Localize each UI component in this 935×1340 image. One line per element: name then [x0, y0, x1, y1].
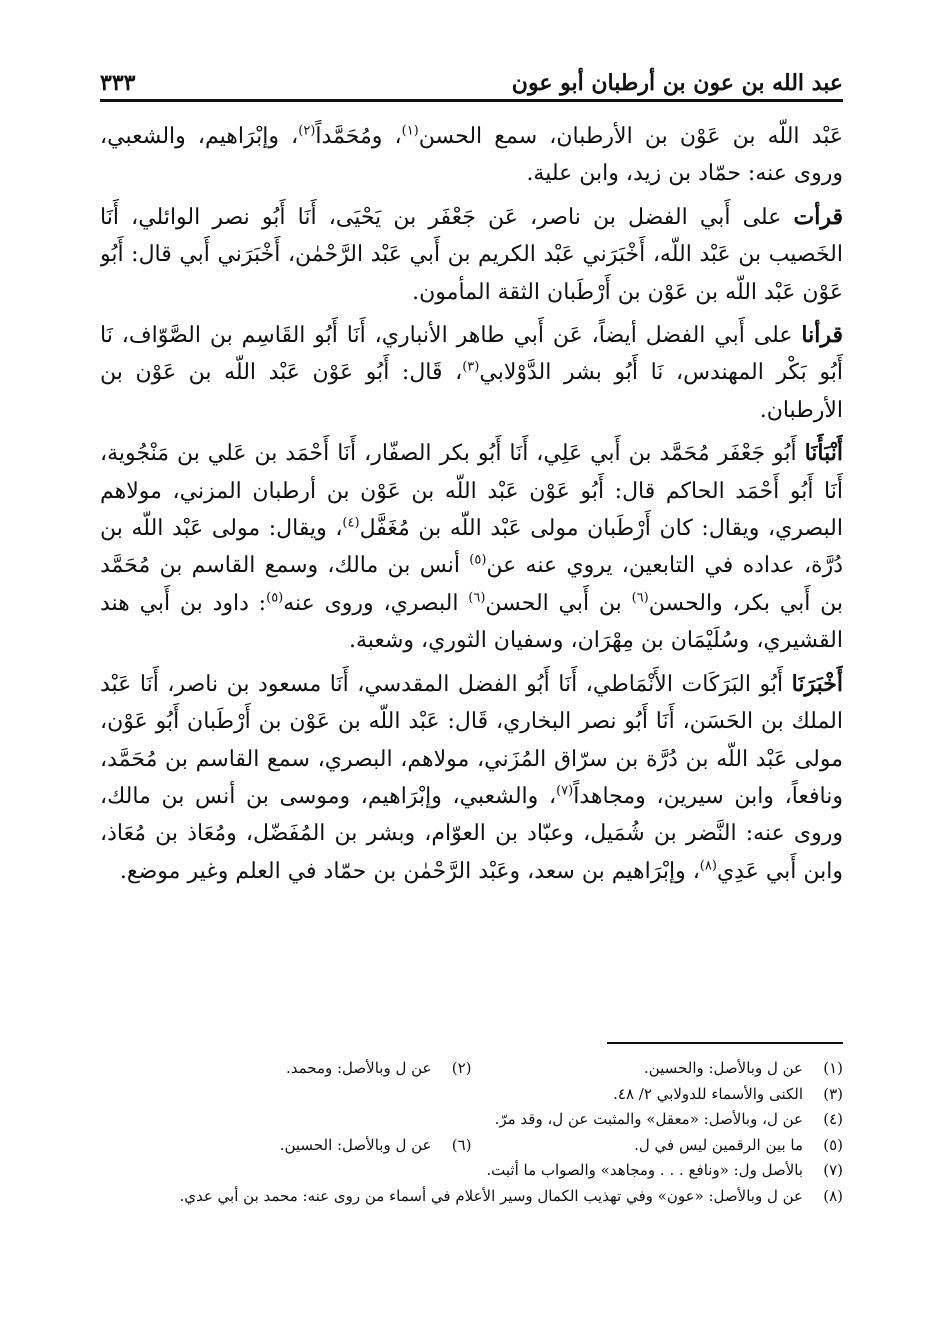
footnote-marker: (٣) [462, 360, 480, 376]
footnote [100, 1133, 472, 1159]
footnote-row [100, 1056, 843, 1082]
footnote-text: عن ل، وبالأصل: «معقل» والمثبت عن ل، وقد مرّ. [494, 1110, 803, 1129]
text-segment: عَبْد اللّه بن عَوْن بن الأرطبان، سمع الحسن [418, 124, 843, 149]
footnote-text: عن ل وبالأصل: الحسين. [279, 1135, 432, 1154]
header-rule [100, 99, 843, 102]
footnote-marker: (١) [401, 123, 419, 139]
footnote-row [100, 1184, 843, 1210]
footnote-marker: (٦) [631, 590, 649, 606]
footnote-marker: (٥) [469, 553, 487, 569]
footnote-number: (٦) [451, 1135, 472, 1154]
paragraph-lead: قرأت [793, 203, 843, 230]
text-segment: على أَبي الفضل بن ناصر، عَن جَعْفَر بن يَحْيَى، أَنَا أَبُو نصر الوائلي، أَنَا الخَصيب بن عَبْد اللّه، أَخْبَرَني عَبْد الكريم بن أَبي عَبْد الرَّحْمٰن، أَخْبَرَني أَبي قال: أَبُو عَوْن عَبْد اللّه بن عَوْن بن أَرْطَبان الثقة المأمون. [100, 204, 843, 305]
footnote-number: (١) [823, 1059, 843, 1077]
footnote-number: (٨) [823, 1186, 843, 1205]
text-segment: ، ويقال: مولى عَبْد اللّه بن دُرَّة، عداده في التابعين، يروي عنه عن [100, 516, 843, 579]
text-segment: على أَبي الفضل أيضاً، عَن أَبي طاهر الأنباري، أَنَا أَبُو القَاسِم بن الصَّوّاف، نَا أَبُو بَكْر المهندس، نَا أَبُو بشر الدَّوْلابي [100, 323, 843, 386]
footnote [100, 1184, 843, 1210]
text-segment: ، وإبْرَاهيم، والشعبي، وروى عنه: حمّاد بن زيد، وابن علية. [100, 124, 843, 187]
footnotes [100, 1056, 843, 1306]
footnote-number: (٤) [823, 1110, 843, 1129]
footnote-marker: (٨) [699, 858, 717, 874]
text-segment: ، والشعبي، وإبْرَاهيم، وموسى بن أنس بن مالك، وروى عنه: النَّضر بن شُمَيل، وعبّاد بن العوّام، وبشر بن المُفَضّل، ومُعَاذ بن مُعَاذ، وابن أَبي عَدِي [100, 783, 843, 884]
footnote [100, 1082, 843, 1108]
text-segment: البصري، وروى عنه [283, 590, 469, 616]
footnote-number: (٥) [823, 1135, 843, 1154]
paragraph [100, 317, 843, 429]
footnote [472, 1056, 844, 1082]
footnote-text: عن ل وبالأصل: ومحمد. [285, 1059, 432, 1077]
footnote-row [100, 1158, 843, 1184]
footnote-marker: (٤) [342, 515, 360, 531]
footnote [100, 1107, 843, 1133]
footnote-separator [607, 1042, 843, 1044]
footnote-text: عن ل وبالأصل: والحسين. [643, 1059, 803, 1077]
footnote-marker: (٦) [468, 590, 486, 606]
footnote-text: ما بين الرقمين ليس في ل. [634, 1135, 803, 1154]
text-segment: أَبُو جَعْفَر مُحَمَّد بن أَبي عَلِي، أَنَا أَبُو بكر الصفّار، أَنَا أَحْمَد بن عَلي بن مَنْجُوية، أَنَا أَبُو أَحْمَد الحاكم قال: أَبُو عَوْن عَبْد اللّه بن عَوْن بن أرطبان المزني، مولاهم البصري، ويقال: كان أَرْطَبان مولى عَبْد اللّه بن مُغَفَّل [100, 441, 843, 542]
footnote-text: بالأصل ول: «ونافع . . . ومجاهد» والصواب ما أثبت. [486, 1161, 803, 1180]
paragraph [100, 435, 843, 659]
text-segment: ، وإبْرَاهيم بن سعد، وعَبْد الرَّحْمٰن بن حمّاد في العلم وغير موضع. [119, 858, 700, 884]
paragraph [100, 666, 843, 890]
footnote-row [100, 1107, 843, 1133]
footnote [472, 1133, 844, 1159]
paragraph [100, 199, 843, 311]
paragraph [100, 118, 843, 193]
footnote-number: (٢) [451, 1059, 472, 1077]
footnote-row [100, 1133, 843, 1159]
header-title: عبد الله بن عون بن أرطبان أبو عون [511, 70, 843, 96]
footnote [100, 1158, 843, 1184]
main-text [100, 118, 843, 1038]
text-segment: ، ومُحَمَّداً [315, 124, 402, 149]
paragraph-lead: قرأنا [801, 322, 843, 349]
text-segment: أَبُو البَرَكَات الأَنْمَاطي، أَنَا أَبُو الفضل المقدسي، أَنَا مسعود بن ناصر، أَنَا عَبْد الملك بن الحَسَن، أَنَا أَبُو نصر البخاري، قَال: عَبْد اللّه بن عَوْن بن أَرْطَبان أَبُو عَوْن، مولى عَبْد اللّه بن دُرَّة بن سرّاق المُزَني، مولاهم، البصري، سمع القاسم بن مُحَمَّد، ونافعاً، وابن سيرين، ومجاهداً [100, 671, 843, 809]
text-segment: : داود بن أَبي هند القشيري، وسُلَيْمَان بن مِهْرَان، وسفيان الثوري، وشعبة. [100, 590, 843, 654]
text-segment: بن أَبي الحسن [485, 590, 632, 616]
footnote-number: (٧) [823, 1161, 843, 1180]
paragraph-lead: أَخْبَرَنَا [791, 670, 843, 697]
page-number: ٣٣٣ [100, 70, 136, 96]
text-segment: أنس بن مالك، وسمع القاسم بن مُحَمَّد بن أَبي بكر، والحسن [100, 553, 843, 616]
footnote-marker: (٥) [266, 590, 284, 606]
footnote-text: عن ل وبالأصل: «عون» وفي تهذيب الكمال وسير الأعلام في أسماء من روى عنه: محمد بن أبي عدي. [179, 1186, 803, 1205]
footnote-number: (٣) [823, 1084, 843, 1103]
footnote-row [100, 1082, 843, 1108]
footnote-marker: (٧) [556, 783, 574, 799]
paragraph-lead: أَنْبَأَنَا [804, 440, 843, 467]
text-segment: ، قَال: أَبُو عَوْن عَبْد اللّه بن عَوْن بن الأرطبان. [100, 360, 843, 423]
running-header [100, 56, 843, 96]
footnote-marker: (٢) [298, 123, 316, 139]
footnote-text: الكنى والأسماء للدولابي ٢/ ٤٨. [613, 1084, 803, 1103]
footnote [100, 1056, 472, 1082]
